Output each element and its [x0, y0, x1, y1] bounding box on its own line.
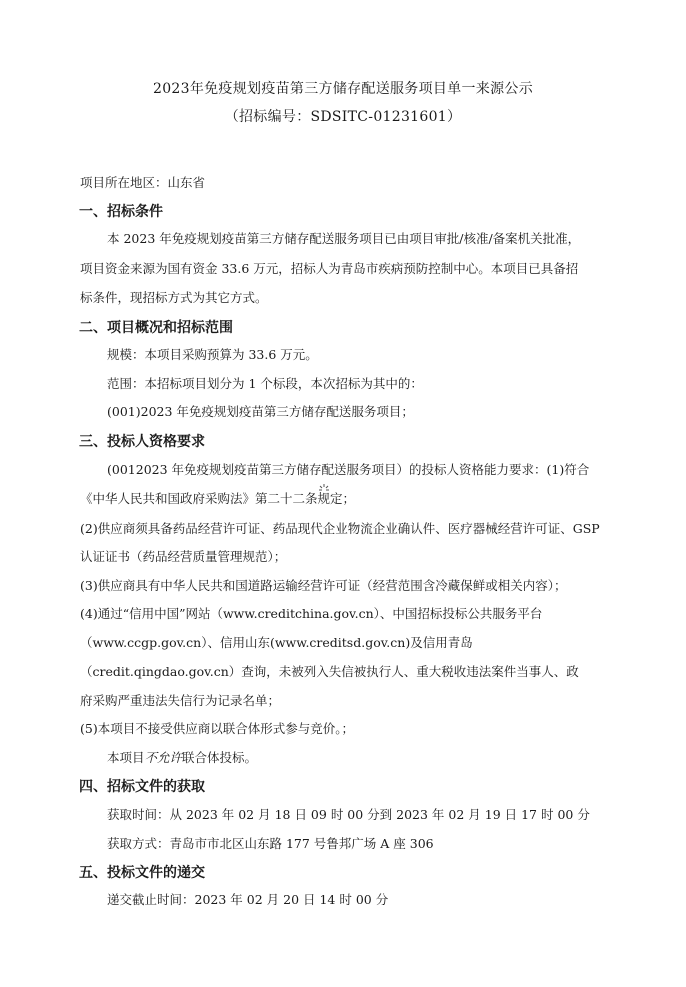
text-run: 联合体投标。 — [182, 750, 258, 765]
paragraph-line: 递交截止时间：2023 年 02 月 20 日 14 时 00 分 — [107, 892, 389, 907]
paragraph-line: (0012023 年免疫规划疫苗第三方储存配送服务项目）的投标人资格能力要求：(1)符合 — [107, 462, 590, 477]
section-heading-5: 五、投标文件的递交 — [79, 865, 205, 881]
paragraph-line: (5)本项目不接受供应商以联合体形式参与竞价。； — [80, 721, 354, 736]
section-heading-4: 四、招标文件的获取 — [79, 779, 205, 795]
section-heading-2: 二、项目概况和招标范围 — [79, 320, 233, 336]
project-region: 项目所在地区：山东省 — [80, 175, 206, 190]
paragraph-line: 标条件，现招标方式为其它方式。 — [80, 290, 268, 305]
paragraph-line: 规模：本项目采购预算为 33.6 万元。 — [107, 347, 318, 362]
paragraph-line: (001)2023 年免疫规划疫苗第三方储存配送服务项目； — [107, 404, 414, 419]
paragraph-line: (3)供应商具有中华人民共和国道路运输经营许可证（经营范围含冷藏保鲜或相关内容）； — [80, 578, 567, 593]
text-run-italic: 不允许 — [144, 750, 183, 765]
paragraph-line: 获取方式：青岛市市北区山东路 177 号鲁邦广场 A 座 306 — [107, 836, 434, 851]
scan-mark-icon — [318, 483, 330, 495]
section-heading-1: 一、招标条件 — [79, 204, 163, 220]
text-run: 本项目 — [107, 750, 145, 765]
paragraph-line: (4)通过“信用中国”网站（www.creditchina.gov.cn）、中国招标投标公共服务平台 — [80, 606, 543, 621]
paragraph-line: (2)供应商须具备药品经营许可证、药品现代企业物流企业确认件、医疗器械经营许可证、GSP — [80, 521, 600, 536]
paragraph-line: 府采购严重违法失信行为记录名单； — [80, 693, 281, 708]
paragraph-line: （credit.qingdao.gov.cn）查询，未被列入失信被执行人、重大税收违法案件当事人、政 — [80, 664, 579, 679]
paragraph-line — [107, 749, 257, 767]
paragraph-line: 范围：本招标项目划分为 1 个标段，本次招标为其中的： — [107, 376, 423, 391]
section-heading-3: 三、投标人资格要求 — [79, 434, 205, 450]
document-title: 2023年免疫规划疫苗第三方储存配送服务项目单一来源公示 — [152, 81, 534, 97]
paragraph-line: （www.ccgp.gov.cn）、信用山东(www.creditsd.gov.cn)及信用青岛 — [80, 635, 473, 650]
tender-code: （招标编号：SDSITC-01231601） — [224, 109, 462, 125]
paragraph-line: 认证证书（药品经营质量管理规范）； — [80, 549, 287, 564]
paragraph-line: 本 2023 年免疫规划疫苗第三方储存配送服务项目已由项目审批/核准/备案机关批准， — [107, 231, 581, 246]
paragraph-line: 获取时间：从 2023 年 02 月 18 日 09 时 00 分到 2023 年 02 月 19 日 17 时 00 分 — [107, 807, 590, 822]
paragraph-line: 《中华人民共和国政府采购法》第二十二条规定； — [80, 491, 356, 506]
paragraph-line: 项目资金来源为国有资金 33.6 万元，招标人为青岛市疾病预防控制中心。本项目已具备招 — [80, 261, 579, 276]
